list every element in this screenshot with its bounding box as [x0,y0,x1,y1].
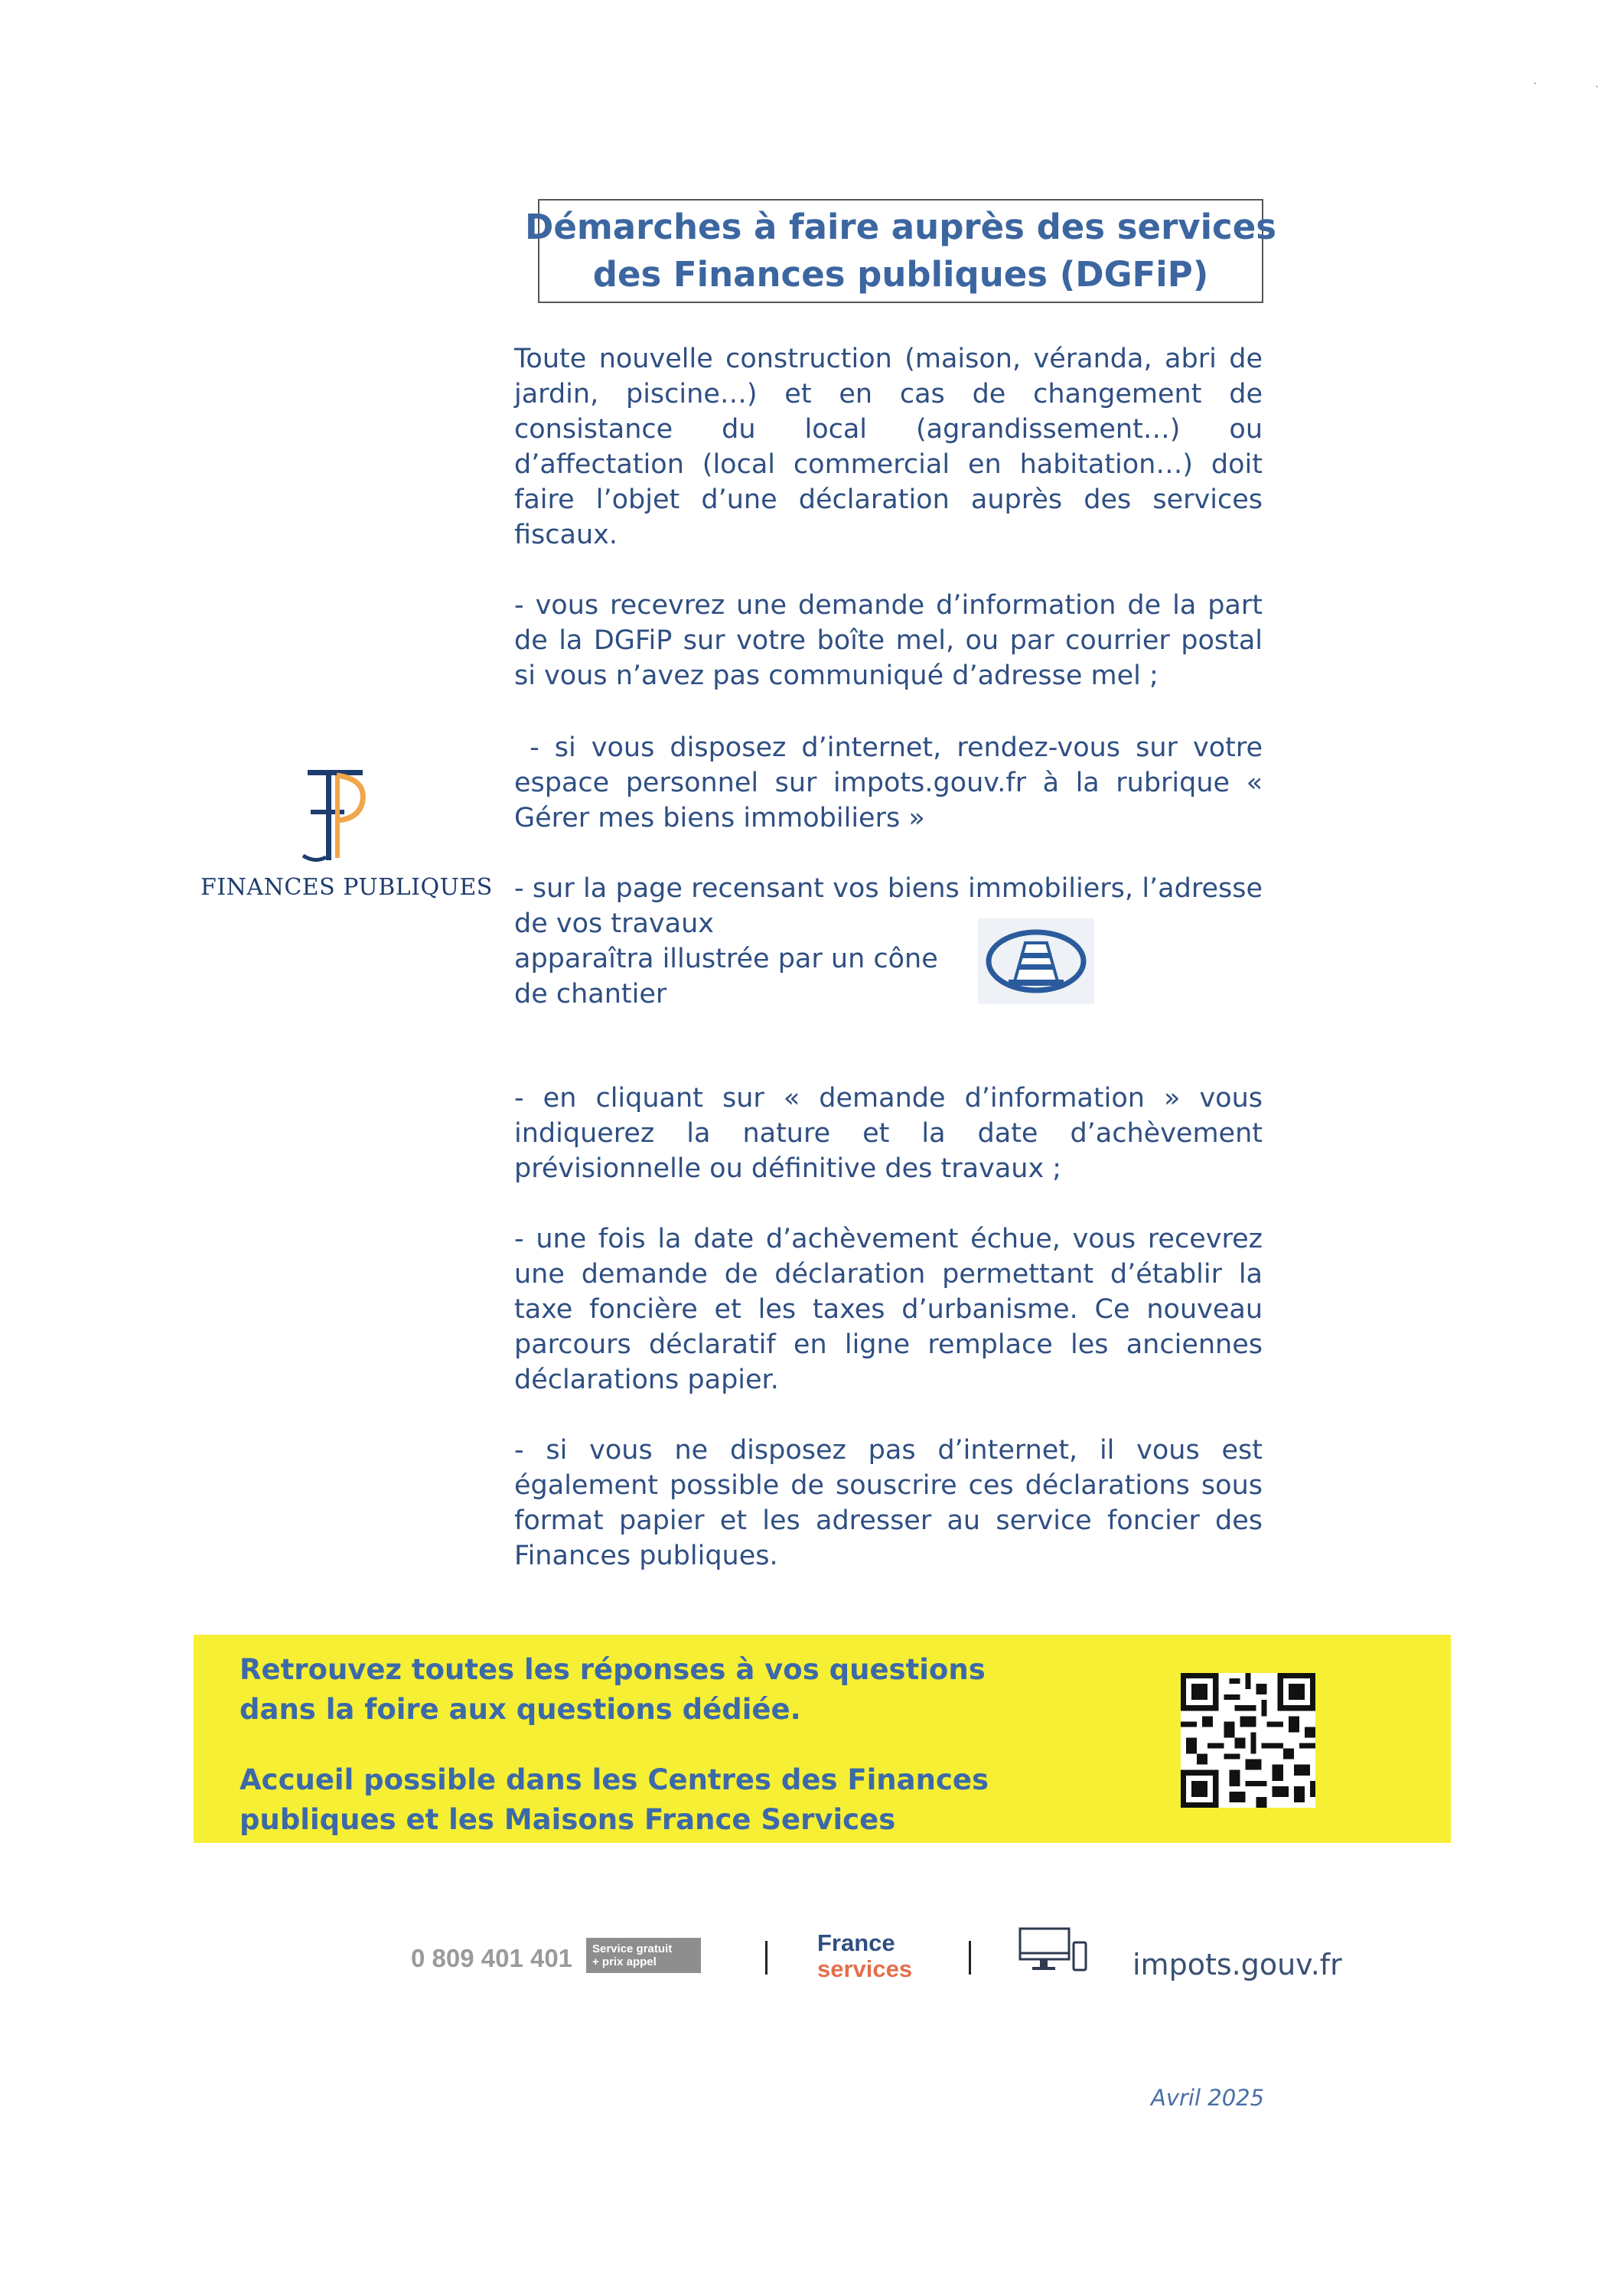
finances-publiques-logo-text: FINANCES PUBLIQUES [200,874,493,901]
paragraph-info-click: - en cliquant sur « demande d’information » vous indiquerez la nature et la date d’achèvement prévisionnelle ou définitive des travaux ; [514,1083,1263,1184]
footer-separator [969,1941,971,1975]
phone-badge [586,1938,701,1973]
band-line-4: publiques et les Maisons France Services [240,1803,896,1836]
paragraph-property-page-line2: apparaîtra illustrée par un cône [514,944,938,974]
title-line-1: Démarches à faire auprès des services [525,207,1276,247]
paragraph-no-internet: - si vous ne disposez pas d’internet, il vous est également possible de souscrire ces déclarations sous format papier et les adresser au service foncier des Finances publiques. [514,1435,1263,1571]
publication-date: Avril 2025 [1151,2085,1265,2111]
title-line-2: des Finances publiques (DGFiP) [592,254,1209,295]
france-services-line-1: France [817,1929,895,1956]
footer-separator [765,1941,768,1975]
phone-number[interactable]: 0 809 401 401 [411,1944,573,1972]
band-line-2: dans la foire aux questions dédiée. [240,1693,801,1726]
title-box [525,199,1276,303]
intro-paragraph: Toute nouvelle construction (maison, véranda, abri de jardin, piscine…) et en cas de changement de consistance du local (agrandissement…) ou d’affectation (local commercial en habitation…) doit faire l’objet d’une déclaration auprès des services fiscaux. [514,344,1263,550]
paragraph-internet: - si vous disposez d’internet, rendez-vous sur votre espace personnel sur impots.gouv.fr à la rubrique « Gérer mes biens immobiliers » [514,732,1272,833]
france-services-logo [817,1930,912,1982]
phone-badge-line-1: Service gratuit [592,1942,673,1955]
faq-info-band [194,1635,1451,1843]
paragraph-property-page-line3: de chantier [514,979,667,1009]
website-link[interactable]: impots.gouv.fr [1133,1948,1342,1981]
construction-cone-icon [978,918,1094,1004]
finances-publiques-logo-icon [292,765,369,865]
scan-speck [1596,86,1598,87]
band-line-1: Retrouvez toutes les réponses à vos questions [240,1653,986,1686]
paragraph-property-page-line1: - sur la page recensant vos biens immobiliers, l’adresse de vos travaux [514,873,1263,939]
scan-speck [1534,83,1536,84]
band-line-3: Accueil possible dans les Centres des Finances [240,1763,989,1796]
france-services-line-2: services [817,1955,913,1982]
paragraph-completion: - une fois la date d’achèvement échue, vous recevrez une demande de déclaration permettant d’établir la taxe foncière et les taxes d’urbanisme. Ce nouveau parcours déclaratif en ligne remplace les anciennes déclarations papier. [514,1224,1263,1395]
paragraph-info-request: - vous recevrez une demande d’information de la part de la DGFiP sur votre boîte mel, ou par courrier postal si vous n’avez pas communiqué d’adresse mel ; [514,590,1263,691]
qr-code[interactable] [1181,1673,1315,1808]
computer-phone-icon [1018,1927,1089,1973]
phone-badge-line-2: + prix appel [592,1955,657,1968]
